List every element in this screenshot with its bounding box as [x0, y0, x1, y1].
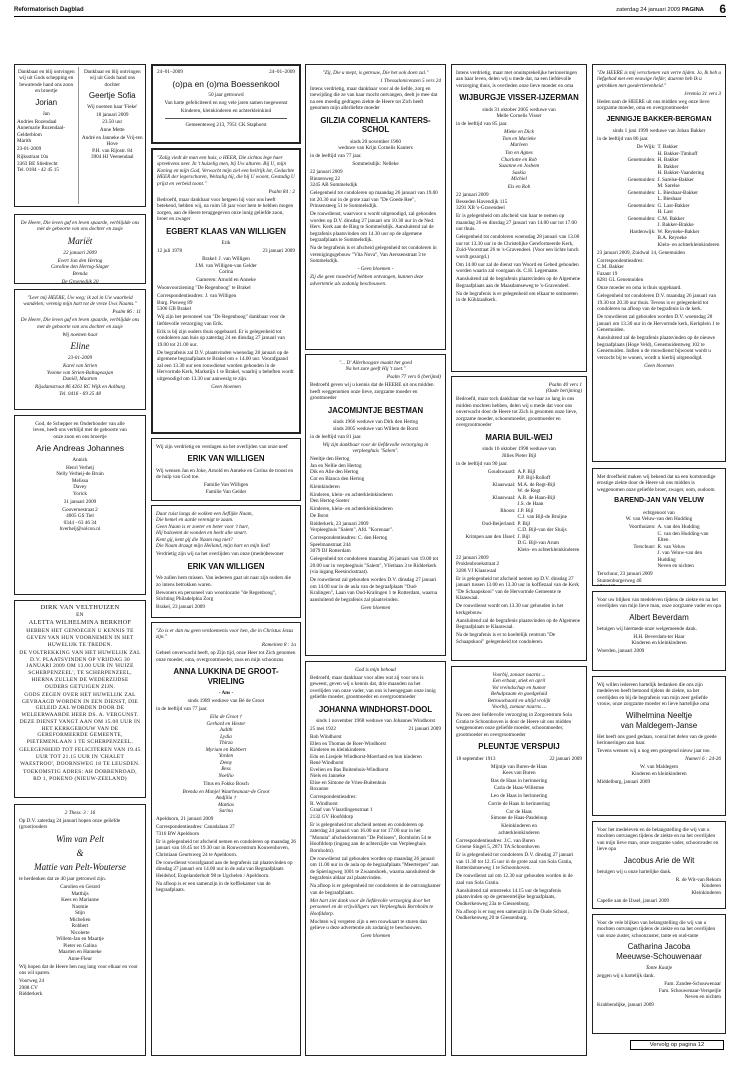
family-place: Hardenwijk: — [629, 228, 656, 235]
deceased-name: Wilhelmina Neeltje van Maldegem-Janse — [620, 710, 698, 730]
obituary-wijburgje-visser: Intens verdrietig, maar met onuitsprekelijke herinneringen aan haar leven, delen wij u mede dat, na een liefdevolle verzorging thuis, is overleden onze lieve moeder en oma WIJBURGJE VISSER-IJZERMAN sinds 31 oktober 2005 weduwe van Melle Cornelis Visser in de leeftijd van 85 jaar. Mieke en Dick Tom en Marieke Marleen Ton en Agnes Charlotte en Rob Suzanne en Joshem Saskia Michiel Els en Rob 22 januari 2009 Besseden Havendijk 115 3291 XB 's-Gravendeel Er is gelegenheid om afscheid van haar te nemen op maandag 26 en dinsdag 27 januari van 14.00 uur tot 17.00 uur thuis. Gelegenheid tot condoleren woensdag 28 januari van 13.00 uur tot 13.30 uur in de Christelijke Gereformeerde Kerk, Zuid-Voorstraat 26 te 's-Gravendeel. (Voor een lichte lunch wordt gezorgd.) Om 14.00 uur zal de dienst van Woord en Gebed gehouden worden waarin zal voorgaan ds. C.H. Legemaate. Aansluitend zal de begrafenis plaatsvinden op de Algemene Begraafplaats aan de Maasdamseweg te 's-Gravendeel. Na de begrafenis is er gelegenheid om elkaar te ontmoeten in de Kühlzaalkerk. — [451, 64, 587, 372]
family-member: W. de Regt — [517, 488, 541, 495]
birth-name: Eline — [70, 341, 90, 351]
deceased-name: Albert Beverdam — [629, 612, 689, 622]
obituary-jacomijntje-bestman: "... D' Allerhoogste maakt het goed Na het zure geeft Hij 't zoet." Psalm 77 vers 6 (berijmd) Bedroefd geven wij u kennis dat de HEERE uit ons midden heeft weggenomen onze lieve, zorgzame moeder en grootmoeder JACOMIJNTJE BESTMAN sinds 1966 weduwe van Dirk den Hertog sinds 2005 weduwe van Willem de Borst in de leeftijd van 81 jaar. Wij zijn dankbaar voor de liefdevolle verzorging in verpleeghuis "Salem". Neeltje den Hertog Jan en Nellie den Hertog Dik en Alie den Hertog Cor en Bianca den Hertog Kleinkinderen Kinderen, klein- en achterkleinkinderen Den Hertog-Soeter Kinderen, klein- en achterkleinkinderen De Borst Ridderkerk, 23 januari 2009 Verpleeghuis "Salem", Afd. "Korenaar". Correspondentieadres: C. den Hertog Speelmanstraat 244 3079 DJ Rotterdam Gelegenheid tot condoleren maandag 26 januari van 19.00 tot 20.00 uur in verpleeghuis "Salem", Vlietlaan 3 te Ridderkerk (via ingang Reesinckstraat). De rouwdienst zal gehouden worden D.V. dinsdag 27 januari om 14.00 uur in de aula van de begraafplaats "Oud-Kralingen", Laan van Oud-Kralingen 1 te Rotterdam, waarna aansluitend de begrafenis zal plaatsvinden. Geen bloemen — [305, 354, 446, 656]
obituary-erik-family: Wij zijn verdrietig en verslagen na het overlijden van onze neef ERIK VAN WILLIGEN Wij wensen Jan en Joke, Arnold en Anneke en Corina de troost en de hulp van God toe. Familie Van Willigen Familie Van Gelder — [151, 438, 301, 501]
obituary-pleuntje-verspuij: Voorbij, zonaar naarns ... Een erbaat, stiek en april Vol vreindschap en humor Behulpzaam en goedgeluid Betrouwbaard en altijd vrolijk Voorbij, zomaar naarns ... Na een zeer liefdevolle verzorging in Zorgcentrum Sola Gratia te Schoonhoven is door de Heere uit ons midden weggenomen onze geliefde moeder, schoonmoeder, grootmoeder en overgrootmoeder PLEUNTJE VERSPUIJ 18 september 1913 22 januari 2009 Mijntje van Buren-de Haas Kees van Buren Bas de Haas in herinnering Carla de Haas-Willemse Leo de Haas in herinnering Corrie de Haas in herinnering Cor de Haas Simone de Haas-Pasdeloup Kleinkinderen en achterkleinkinderen Correspondentieadres: J.C. van Buren Groene Singel 5, 2871 TA Schoonhoven Er is gelegenheid tot condoleren D.V. dinsdag 27 januari van 11.30 tot 12.15 uur in de grote zaal van Sola Gratia, Rotterdamseweg 1 te Schoonhoven. De rouwdienst zal om 12.30 uur gehouden worden in de zaal van Sola Gratia. Aansluitend zal omstreeks 14.15 uur de begrafenis plaatsvinden op de gemeentelijke begraafplaats, Oudkerkenweg 23a te Giessenburg. Na afloop is er nog een samenzijn in De Oude School, Oudkerkenweg 20 te Giessenburg. — [451, 666, 587, 1056]
family-place: Goudswaard: — [487, 468, 516, 475]
continued-on-page-link[interactable]: Vervolg op pagina 12 — [630, 1040, 724, 1050]
obituary-anna-de-groot: "Zo is er dan nu geen verdoemenis voor hen, die in Christus Jezus zijn." Romeinen 8 : 1a Geheel onverwacht heeft, op Zijn tijd, onze Heer tot Zich genomen onze moeder, oma, overgrootmoeder, zuss en mijn schoonzus ANNA LUKKINA DE GROOT-VRIELING - Ans - sinds 1989 weduwe van Bé de Groot in de leeftijd van 77 jaar. Ella de Groot † Gerhard en Hester Judith Lydia Thirza Myriam en Robbert Yorden Demy Bess Noellio Titus en Fokko Bosch Brenda en Manjel Waarheanaar-de Groot Andjilia † Mattias Sarina Apeldoorn, 21 januari 2009 Correspondentieadres: Canadalaan 27 7316 BW Apeldoorn Er is gelegenheid tot afscheid nemen en condoleren op maandag 26 januari van 18.45 tot 19.30 uur in Rouwcentrum Kouwenhoven, Christiaan Geurtsweg 24 te Apeldoorn. De rouwdienst voorafgaand aan de begrafenis zal plaatsvinden op dinsdag 27 januari om 14.00 uur in de aula van Begraafplaats Heidehof, Engelanderholt 98 te Ugchelen / Apeldoorn. Na afloop is er een samenzijn in de koffiekamer van de begraafplaats. — [151, 622, 301, 1056]
obituary-barend-jan-van-veluw: Met droefheid maken wij bekend dat na een kortstondige ernstige ziekte door de Heere uit ons midden is weggenomen onze geliefde broer, zwager, oom, oudoom BAREND-JAN VAN VELUW echtgenoot van W. van Veluw-van den Hudding Voorthuizen: A. van den Hudding C. van den Hudding-van Elten Terschuur: R. van Veluw J. van Veluw-van den Hudding Neven en nichten Terschuur, 23 januari 2009 Stuntenburgerweg 40 — [592, 468, 726, 586]
deceased-name: MARIA BUIL-WEIJ — [485, 432, 553, 442]
family-member: C.D. Bijl-van der Sluijs — [517, 527, 567, 534]
family-member: C. van den Hudding-van Elten — [657, 530, 709, 544]
family-place — [597, 242, 657, 249]
family-place — [456, 547, 516, 554]
thanks-ad-jacobus-de-wit: Voor het medeleven en de belangstelling die wij van u mochten ontvangen tijdens de ziekte en na het overlijden van mijn lieve man, onze zorgzame vader, schoonvader en lieve opa Jacobus Arie de Wit betuigen wij u onze hartelijke dank. R. de Wit-van Rekom Kinderen Kleinkinderen Capelle aan de IJssel, januari 2009 — [592, 821, 726, 909]
obituary-jennigje-bakker: "De HEERE is mij verschenen van verre tijden. Ja, Ik heb u liefgehad met een eeuwige liefde; daarom heb Ik u getrokken met goedertierenheid." Jeremia 31 vers 3 Heden nam de HEERE uit ons midden weg onze lieve zorgzame moeder, oma en overgrootmoeder JENNIGJE BAKKER-BERGMAN sinds 1 juni 1999 weduwe van Johan Bakker in de leeftijd van 86 jaar. De Wijk: T. Bakker H. Bakker-Timhuff Genemuiden: H. Bakker B. Bakker H. Bakker-Vaandering Genemuiden: J. Sarelse-Bakker M. Sarelse Genemuiden: L. Bieshaar-Bakker L. Bieshaar Genemuiden: G. Last-Bakker H. Last Genemuiden: C.M. Bakker J. Bakker-Brakke Hardenwijk: W. Reyneke-Bakker B.A. Reyneke Klein- en achterkleinkinderen 23 januari 2009, Zuidwal 14, Genemuiden Correspondentieadres: C.M. Bakker Fazant 19 8281 GL Genemuiden Onze moeder en oma is thuis opgebaard. Gelegenheid tot condoleren D.V. maandag 26 januari van 19.30 tot 20.30 uur thuis. Tevens is er gelegenheid tot condoleren na afloop van de begrafenis in de kerk. De rouwdienst zal gehouden worden D.V. woensdag 28 januari om 13.30 uur in de Hervormde kerk, Kerkplein 1 te Genemuiden. Aansluitend zal de begrafenis plaatsvinden op de nieuwe begraafplaats (Hoge Veld), Genemuidentweg 102 te Genemuiden. Indien u de rouwdienst bijwoont wordt u verzocht bij te wonen, wordt u hierbij uitgenodigd. Geen bloemen — [592, 64, 726, 462]
birth-name: Jorian — [35, 97, 58, 107]
family-member: L. Bieshaar-Bakker — [657, 189, 699, 196]
family-member: A.B. de Haan-Bijl — [517, 494, 556, 501]
wedding-ad-dirk-aletta: DIRK VAN VELTHUIZEN EN ALETTA WILHELMINA BERKHOF HEBBEN HET GENOEGEN U KENNIS TE GEVEN VAN HUN VOORNEMEN IN HET HUWELIJK TE TREDEN. DE VOLTREKKING VAN HET HUWELIJK ZAL D.V. PLAATSVINDEN OP VRIJDAG 30 JANUARI 2009 OM 13.00 UUR IN 'HUIZE SCHERPENZEEL', TE SCHERPENZEEL, HIERNA ZULLEN DE WEDERZIJDSE OUDERS GETUIGEN ZIJN. GODS ZEGEN OVER HET HUWELIJK ZAL GEVRAAGD WORDEN IN EEN DIENST, DIE GELEID ZAL WORDEN DOOR DE WELEERWAARDE HEER DS. A. VERGUNST. DEZE DIENST VANGT AAN OM 15.00 UUR IN HET KERKGEBOUW VAN DE GEREFORMEERDE GEMEENTE, PIETEMENLAAN 1 TE SCHERPENZEEL. GELEGENHEID TOT FELICITEREN VAN 19.45 UUR TOT 21.15 UUR IN 'CHALET WAESTROO', DOORNSWEG 18 TE LEUSDEN. TOEKOMSTIG ADRES: AH DOBBENROAD, RD 1, POKENO (NIEUW-ZEELAND) — [14, 600, 146, 798]
deceased-name: ANNA LUKKINA DE GROOT-VRIELING — [173, 667, 279, 686]
family-place: Terschuur: — [633, 543, 656, 550]
thanks-ad-wilhelmina-van-maldegem: Wij willen iedereen hartelijk bedanken die ons zijn medeleven heeft betoond tijdens de ziekte, na het overlijden en bij de begrafenis van mijn zeer geliefde vrouw, onze zorgzame moeder en lieve hartelijke oma Wilhelmina Neeltje van Maldegem-Janse Het heeft ons goed gedaan, vooral het delen van de goede herinneringen aan haar. Tevens wensen wij u nog een gezegend nieuw jaar toe. Numeri 6 : 24-26 W. van Maldegem Kinderen en kleinkinderen Middelburg, januari 2009 — [592, 676, 726, 816]
family-member: Klein- en achterkleinkinderen — [657, 241, 720, 248]
family-member: H. Bakker — [657, 157, 679, 164]
couple-name: Wim van Pelt — [56, 833, 104, 844]
birth-ad-jorian-geertje: Dankbaar en blij ontvingen wij uit Gods schepping en bewarende hand ons zoon en broertje Jorian Jan Andries Rozendaal Annemarie Rozendaal-Gelderblom Marith 23-01-2009 Rijksstraat 10a 3363 BE Sliedrecht Tel. 0184 - 42 45 15 Dankbaar en blij ontvingen wij uit Gods hand ons dochter Geertje Sofia Wij noemen haar 'Fieke' 18 januari 2009 23.50 uur Anne Mette André en Janneke de Vrij-ten Hove P.H. van Rijnstr. 84 3904 HJ Veenendaal — [14, 64, 146, 207]
family-member: P.P. Bijl-Rolloff — [517, 475, 551, 482]
family-table — [597, 144, 721, 248]
family-member: T. Bakker — [657, 144, 678, 151]
family-member: C.M. Bakker — [657, 215, 685, 222]
family-member: J. van Veluw-van den Hudding — [657, 550, 703, 563]
family-place: Genemuiden: — [627, 189, 656, 196]
family-member: B.A. Reyneke — [657, 235, 687, 242]
thanks-ad-catharina-meeuwse: Voor de vele blijken van belangstelling die wij van u mochten ontvangen tijdens de ziekte en na het overlijden van onze zuster, schoonzuster, tante en oud-tante Catharina Jacoba Meeuwse-Schouwenaar Tante Kaatje zeggen wij u hartelijk dank. Fam. Zandee-Schouwenaar Fam. Schouwenaar-Verspeijle Neven en nichten Krabbendijke, januari 2009 — [592, 914, 726, 1034]
family-place: Voorthuizen: — [628, 524, 656, 531]
obituary-egbert-van-willigen: "Zalig viedt de man een huis, o HEER, Die zichtas lege haer spreekvens neer. In 't huizelig men, bij Uw alturen. Bij U, mijn Koning en mijn God, Verwacht mijn ziel een heilrijk lot, Gedachte HEER der legerscharen, Welzalig hij, die bij U woont, Gestadig U prijst en verbeid toont." Psalm 84 : 2 Bedroefd, maar dankbaar voor hetgeen hij voor ons heeft betekend, hebben wij, na ruim 50 jaar voor hem te hebben mogen zorgen, aan de Heere teruggegeven onze innig geliefde zoon, broer en zwager EGBERT KLAAS VAN WILLIGEN Erik 12 juli 1978 23 januari 2009 Brakel: J. van Willigen J.M. van Willigen-van Gelder Corina Gameren: Arnold en Anneke Woonvoorziening "De Regenboog" te Brakel Correspondentieadres: J. van Willigen Burg. Posweg 89 5306 GB Brakel Wij zijn het personeel van "De Regenboog" dankbaar voor de liefdevolle verzorging van Erik. Erik is bij zijn ouders thuis opgebaard. Er is gelegenheid tot condoleren aan huis op zaterdag 24 en dinsdag 27 januari van 19.00 tot 21.00 uur. De begrafenis zal D.V. plaatsvinden woensdag 28 januari op de algemene begraafplaats te Brakel om ± 14.00 uur. Voorafgaand zal een 13.30 uur een rouwdienst worden gehouden in de Hervormde Kerk, Markstijn 1 te Brakel, waarbij u bebeften wordt uitgenodigd om 13.30 uur aanwezig te zijn. Geen bloemen — [151, 148, 301, 434]
groom-name: DIRK VAN VELTHUIZEN — [40, 604, 120, 611]
deceased-name: BAREND-JAN VAN VELUW — [614, 497, 704, 504]
family-place: Rhoon: — [500, 507, 516, 514]
deceased-name: WIJBURGJE VISSER-IJZERMAN — [459, 93, 579, 102]
birth-ad-arie: God, de Schepper en Onderhouder van alle leven, heeft ons verblijd met de geboorte van onze zoon en ons broertje Arie Andreas Johannes Annick Henri Verheij Nelly Verheij-de Bruin Melissa Davey Yorick 31 januari 2009 Gouvernestraat 2 4005 GS Tiel 0344 - 63 46 34 hverheij@solcon.nl — [14, 415, 146, 595]
couple-name: (o)pa en (o)ma Boessenkool — [172, 78, 280, 89]
birth-name: Geertje Sofia — [88, 91, 136, 100]
family-member: H. Last — [657, 209, 673, 216]
newspaper-name: Reformatorisch Dagblad — [14, 7, 84, 13]
family-member: L. Bieshaar — [657, 196, 682, 203]
deceased-name: EGBERT KLAAS VAN WILLIGEN — [166, 226, 286, 236]
family-place: Genemuiden: — [627, 202, 656, 209]
family-place: Genemuiden: — [627, 176, 656, 183]
family-place: De Wijk: — [636, 144, 656, 151]
deceased-name: Catharina Jacoba Meeuwse-Schouwenaar — [616, 942, 702, 961]
family-member: Neven en nichten — [657, 563, 694, 570]
deceased-name: ERIK VAN WILLIGEN — [187, 454, 265, 463]
family-place: Genemuiden: — [627, 215, 656, 222]
family-member: J.P. Bijl — [517, 507, 534, 514]
family-table — [456, 469, 582, 554]
header-date: zaterdag 24 januari 2009 PAGINA — [616, 7, 704, 13]
family-place: Oud-Beijerland: — [481, 520, 516, 527]
obituary-johanna-windhorst: God is mijn behoud Bedroefd, maar dankbaar voor alles wat zij voor ons is geweest, geven wij u kennis dat, drie maanden na het overlijden van onze vader, van ons is heengegaan onze innig geliefde moeder, grootmoeder en overgrootmoeder JOHANNA WINDHORST-DOOL sinds 1 november 1968 weduwe van Johannes Windhorst 25 mei 1922 21 januari 2009 Rob Windhorst Ellen en Thomas de Boer-Windhorst Kinderen en kleinkinderen Edu en Liesjele Windhorst-Moerland en hun kinderen René Windhorst Evelien en Bas Buitenhuis-Windhorst Niels en Janneke Elise en Simone de Vries-Buitenhuis Roxanne Correspondentieadres: R. Windhorst Graaf van Vlaardingenstraat 1 2132 GV Hoofddorp Er is gelegenheid tot afscheid nemen en condoleren op zaterdag 24 januari van 16.00 uur tot 17.00 uur in het "Monuta" afscheidcentrum "De Polissen", Bornholm 54 te Hoofddorp (ingang aan de achterzijde van Verpleeghuis Bornholm). De rouwdienst zal gehouden worden op maandag 26 januari om 11.00 uur in de aula op de begraafplaats "Meerterpen" aan de Spieringweg 1001 te Zwaanshoek, waarna aansluitend de begrafenis aldaar zal plaatsvinden. Na afloop is er gelegenheid tot condoleren in de ontvangkamer van de begraafplaats. Met hart ziet dank voor de liefdevolle verzorging door het personeel en de vrijwilligers van Verpleeghuis Bornholm te Hoofddorp. Mochten wij vergeten zijn u een rouwkaart te sturen dan gelieve u deze advertentie als zodanig te beschouwen. Geen bloemen — [305, 661, 446, 1056]
family-place — [597, 531, 657, 544]
birth-name: Mariët — [67, 235, 93, 246]
family-member: C.J. van Bijl-de Bruijne — [517, 514, 567, 521]
family-member: M.A. de Regt-Bijl — [517, 481, 556, 488]
family-member: A. van den Hudding — [657, 524, 700, 531]
family-member: G. Last-Bakker — [657, 202, 690, 209]
family-member: H. Bakker-Vaandering — [657, 170, 705, 177]
family-member: M. Sarelse — [657, 183, 680, 190]
obituary-erik-regenboog: Daar ruist langs de wolken een lieflijke Naam, Die hemel en aarde verenigt te zaam. Geen Naam is er zoeter en beter voor 't hart, Hij balseemt de wonden en heelt alle smart. Kent gij, kent gij die Naam nog niet? Die Naam draagt mijn Heiland, mijn hart en mijn lied! Verdrietig zijn wij na het overlijden van onze (mede)bewoner ERIK VAN WILLIGEN We zullen hem missen. Van iedereen gaat uit naar zijn ouders die zo intens betrokken waren. Bewoners en personeel van woonlocatie "de Regenboog", Stichting Philadelphia Zorg Brakel, 23 januari 2009 — [151, 505, 301, 618]
family-member: J. Bakker-Brakke — [657, 222, 694, 229]
birth-name: Arie Andreas Johannes — [36, 443, 124, 453]
birth-ad-mariet: De Heere, Die leven gaf en leven spaarde, verblijdde ons met de geboorte van ons dochter en zusje Mariët 22 januari 2009 Evert Jan den Hertog Caroline den Hertog-Slager Brenda De Groenedijk 20 — [14, 214, 146, 284]
family-member: J. Bijl — [517, 533, 530, 540]
family-place: Krimpen aan den IJssel: — [465, 533, 516, 540]
page-header — [14, 3, 726, 17]
family-member: A.P. Bijl — [517, 468, 536, 475]
family-member: Klein- en achterkleinkinderen — [517, 546, 580, 553]
family-place — [597, 563, 657, 570]
deceased-name: ERIK VAN WILLIGEN — [187, 561, 265, 571]
deceased-name: JACOMIJNTJE BESTMAN — [327, 405, 424, 415]
family-member: J.S. de Haan — [517, 501, 544, 508]
couple-name: Mattie van Pelt-Wouterse — [34, 862, 126, 872]
deceased-name: JENNIGJE BAKKER-BERGMAN — [606, 115, 712, 123]
family-member: W. Reyneke-Bakker — [657, 228, 700, 235]
family-member: H. Bakker-Timhuff — [657, 150, 698, 157]
family-member: P. Bijl — [517, 520, 531, 527]
birth-ad-eline: "Leer mij HEERE, Uw weg; ik zal in Uw waarheid wandelen; verenig mijn hart tot de vreze Uws Naams." Psalm 86 : 11 De Heere, Die leven gaf en leven spaarde, verblijdde ons met de geboorte van ons dochter en zusje Wij noemen haar Eline 23-01-2009 Karel van Strien Yvonne van Strien-Baltageasjan Daniël, Maarten Rijsdamstraat 86 4261 RC Wijk en Aalburg Tel. 0416 - 69 25 48 — [14, 289, 146, 410]
deceased-name: GILZIA CORNELIA KANTERS-SCHOL — [320, 115, 431, 135]
page-number: 6 — [719, 2, 726, 16]
anniversary-ad-van-pelt: 2 Thess. 3 : 16 Op D.V. zaterdag 24 januari hopen onze geliefde (groot)ouders Wim van Pelt & Mattie van Pelt-Wouterse te herdenken dat ze 40 jaar getrouwd zijn. Carolien en Gerard Matthijs Kees en Marianne Naomie Stijn Michelien Robbert Nicolette Willem-Jan en Maartje Pieter en Galina Maarten en Hanneke Anne-Fleur Wij hopen dat de Heere hen nog lang voor elkaar en voor ons wil sparen. Voorweg 24 2988 CV Ridderkerk — [14, 804, 146, 1056]
deceased-name: Jacobus Arie de Wit — [623, 855, 695, 865]
family-place — [597, 550, 657, 563]
family-member: R. van Veluw — [657, 543, 686, 550]
family-place: Genemuiden: — [627, 157, 656, 164]
family-member: J. Sarelse-Bakker — [657, 176, 694, 183]
bride-name: ALETTA WILHELMINA BERKHOF — [28, 618, 132, 626]
thanks-ad-albert-beverdam: Voor uw blijken van medeleven tijdens de ziekte en na het overlijden van mijn lieve man, onze zorgzame vader en opa Albert Beverdam betuigen wij hiermede onze welgemeende dank. H.H. Beverdam-ter Haar Kinderen en kleinkinderen Woerden, januari 2009 — [592, 591, 726, 671]
family-member: B. Bakker — [657, 163, 679, 170]
deceased-name: PLEUNTJE VERSPUIJ — [478, 742, 560, 751]
family-place: Klaaswaal: — [492, 481, 516, 488]
family-place: Klaaswaal: — [492, 494, 516, 501]
obituary-gilzia-kanters: "Zij, Die u mept, is getrouw, Die het ook doen zal." 1 Thessalonicenzen 5 vers 24 Intens verdrietig, maar dankbaar voor al de liefde, zorg en toewijding die ze van haar mocht ontvangen, deelt je mee dat na een moedig gedragen ziekte de Heere tot Zich heeft genomen mijn allerliefste moeder GILZIA CORNELIA KANTERS-SCHOL sinds 20 november 1960 weduwe van Krijn Cornelis Kanters in de leeftijd van 77 jaar. Sommelsdijk: Nelleke 22 januari 2009 Binnenweg 22 3245 AB Sommelsdijk Gelegenheid tot condoleren op maandag 26 januari van 19.00 tot 20.30 uur in de grote zaal van "De Goede Ree", Prinsensteeg 51 te Sommelsdijk. De rouwdienst, waarvoor u wordt uitgenodigd, zal gehouden worden op D.V. dinsdag 27 januari om 10.30 uur in de Ned. Herv. Kerk aan de Ring te Sommelsdijk. Aansluitend zal de begrafenis plaatsvinden om 14.30 uur op de algemene begraafplaats te Sommelsdijk. Na de begrafenis is er afscheid gelegenheid tot condoleren in verenigingsgebouw "Vita Nova", Van Aerssenstraat 3 te Sommelsdijk. - Geen bloemen - Zij die geen rouwbrief hebben ontvangen, kunnen deze advertentie als zodanig beschouwen. — [305, 64, 446, 350]
deceased-name: JOHANNA WINDHORST-DOOL — [318, 704, 433, 714]
obituary-maria-buil: Psalm 40 vers 1 (Oude berijming) Bedroefd, maar toch dankbaar dat we haar zo lang in ons midden mochten hebben, delen wij u mede dat voor ons onverwacht door de Heere tot Zich is genomen onze lieve, zorgzame moeder, schoonmoeder, grootmoeder en overgrootmoeder MARIA BUIL-WEIJ sinds 16 oktober 1998 weduwe van Jillies Pieter Bijl in de leeftijd van 90 jaar. Goudswaard: A.P. Bijl P.P. Bijl-Rolloff Klaaswaal: M.A. de Regt-Bijl W. de Regt Klaaswaal: A.B. de Haan-Bijl J.S. de Haan Rhoon: J.P. Bijl C.J. van Bijl-de Bruijne Oud-Beijerland: P. Bijl C.D. Bijl-van der Sluijs Krimpen aan den IJssel: J. Bijl D.G. Bijl-van Arum Klein- en achterkleinkinderen 22 januari 2009 Proklenbroekstraat 2 3286 VJ Klaaswaal Er is gelegenheid tot afscheid nemen op D.V. dinsdag 27 januari tussen 13.00 en 13.30 uur in koffiezaal van de Kerk "De Schaapskooi" van de Hervormde Gemeente te Klaaswaal. De rouwdienst wordt om 13.30 uur gehouden in het kerkgebouw. Aansluitend zal de begrafenis plaatsvinden op de Algemene Begraafplaats te Klaaswaal. Na de begrafenis is er to koeltelijk centrum "De Schaapskooi" gelegenheid tot condoleren. — [451, 376, 587, 661]
anniversary-ad-boessenkool: 24–01–2009 24–01–2009 (o)pa en (o)ma Boessenkool 50 jaar getrouwd Van harte gefeliciteerd en nog vele jaren samen toegewenst Kinderen, kleinkinderen en achterkleinkind Gemeenteweg 213, 7951 CK Staphorst — [151, 64, 301, 144]
family-member: D.G. Bijl-van Arum — [517, 540, 559, 547]
family-table — [597, 524, 721, 570]
